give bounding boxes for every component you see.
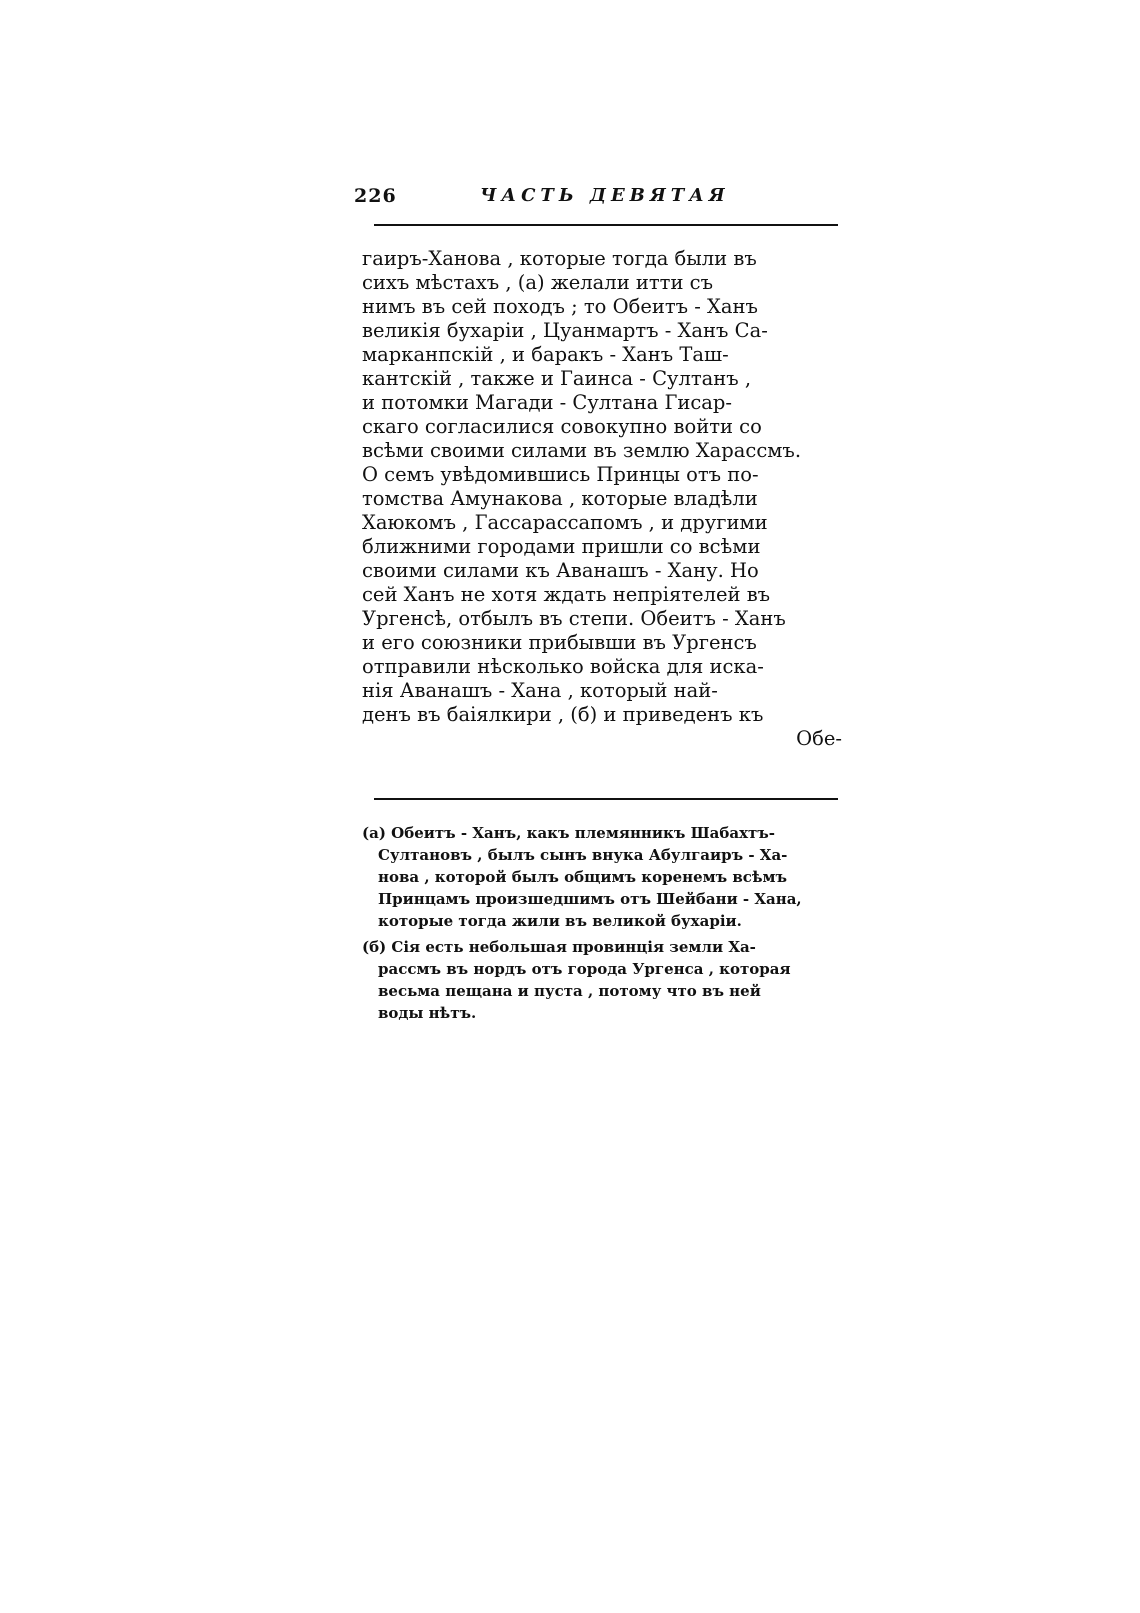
text-line: и его союзники прибывши въ Ургенсъ — [362, 631, 757, 654]
text-line: отправили нѣсколько войска для иска- — [362, 655, 764, 678]
footnote-line: нова , которой былъ общимъ коренемъ всѣмъ — [378, 868, 788, 886]
text-line: О семъ увѣдомившись Принцы отъ по- — [362, 463, 759, 486]
footnote-a — [362, 822, 842, 932]
running-title: ЧАСТЬ ДЕВЯТАЯ — [480, 185, 730, 206]
header-rule — [374, 224, 838, 226]
text-line: томства Амунакова , которые владѣли — [362, 487, 758, 510]
text-line: всѣми своими силами въ землю Харассмъ. — [362, 439, 802, 462]
text-line: сихъ мѣстахъ , (а) желали итти съ — [362, 271, 713, 294]
text-line: своими силами къ Аванашъ - Хану. Но — [362, 559, 759, 582]
footnote-line: Принцамъ произшедшимъ отъ Шейбани - Хана, — [378, 890, 802, 908]
running-head — [354, 183, 839, 217]
footnote-rule — [374, 798, 838, 800]
footnote-line: весьма пещана и пуста , потому что въ ней — [378, 982, 761, 1000]
footnote-line: рассмъ въ нордъ отъ города Ургенса , которая — [378, 960, 791, 978]
text-line: нія Аванашъ - Хана , который най- — [362, 679, 718, 702]
footnote-line: воды нѣтъ. — [378, 1004, 477, 1022]
text-line: нимъ въ сей походъ ; то Обеитъ - Ханъ — [362, 295, 758, 318]
page-number: 226 — [354, 185, 397, 207]
footnote-line: (б) Сія есть небольшая провинція земли Ха- — [362, 938, 756, 956]
footnote-line: (а) Обеитъ - Ханъ, какъ племянникъ Шабахтъ- — [362, 824, 776, 842]
footnotes — [362, 822, 842, 1024]
text-line: марканпскій , и баракъ - Ханъ Таш- — [362, 343, 729, 366]
text-line: Хаюкомъ , Гассарассапомъ , и другими — [362, 511, 768, 534]
text-line: скаго согласилися совокупно войти со — [362, 415, 762, 438]
footnote-line: которые тогда жили въ великой бухаріи. — [378, 912, 742, 930]
text-line: кантскій , также и Гаинса - Султанъ , — [362, 367, 752, 390]
footnote-b — [362, 936, 842, 1024]
text-line: Ургенсѣ, отбылъ въ степи. Обеитъ - Ханъ — [362, 607, 786, 630]
text-line: денъ въ баіялкири , (б) и приведенъ къ — [362, 703, 764, 726]
text-line: ближними городами пришли со всѣми — [362, 535, 761, 558]
text-line: сей Ханъ не хотя ждать непріятелей въ — [362, 583, 771, 606]
text-line: гаиръ-Ханова , которые тогда были въ — [362, 247, 757, 270]
catchword: Обе- — [796, 727, 842, 750]
main-text — [362, 247, 842, 751]
text-line: великія бухаріи , Цуанмартъ - Ханъ Са- — [362, 319, 768, 342]
text-line: и потомки Магади - Султана Гисар- — [362, 391, 732, 414]
footnote-line: Султановъ , былъ сынъ внука Абулгаиръ - Ха- — [378, 846, 788, 864]
